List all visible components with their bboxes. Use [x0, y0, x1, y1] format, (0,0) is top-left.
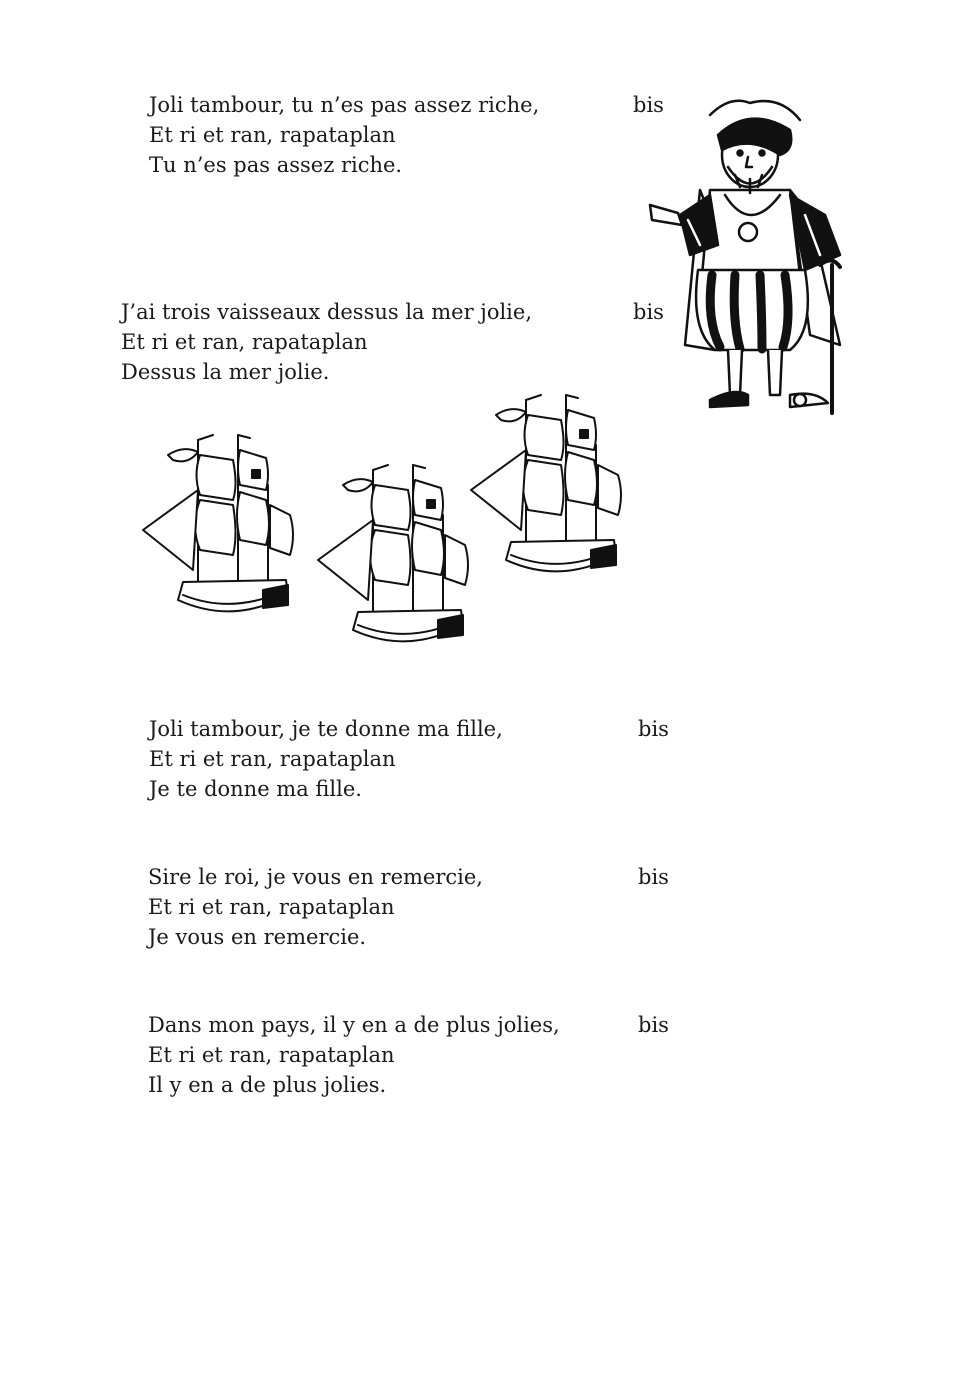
stanza-line: Dans mon pays, il y en a de plus jolies, [148, 1013, 560, 1037]
repeat-mark: bis [638, 717, 669, 741]
stanza-line: Dessus la mer jolie. [121, 360, 330, 384]
stanza-line: Et ri et ran, rapataplan [149, 123, 396, 147]
sailing-ship-illustration [138, 430, 298, 630]
stanza-line: Joli tambour, tu n’es pas assez riche, [149, 93, 540, 117]
stanza-5 [148, 1010, 560, 1100]
stanza-line: Je vous en remercie. [148, 925, 367, 949]
stanza-line: J’ai trois vaisseaux dessus la mer jolie, [121, 300, 532, 324]
repeat-mark: bis [638, 865, 669, 889]
stanza-line: Et ri et ran, rapataplan [149, 747, 396, 771]
stanza-3 [149, 714, 503, 804]
stanza-line: Je te donne ma fille. [149, 777, 362, 801]
stanza-line: Sire le roi, je vous en remercie, [148, 865, 483, 889]
stanza-2 [121, 297, 532, 387]
repeat-mark: bis [638, 1013, 669, 1037]
repeat-mark: bis [633, 93, 664, 117]
stanza-line: Et ri et ran, rapataplan [148, 1043, 395, 1067]
sailing-ship-illustration [466, 390, 626, 590]
stanza-line: Et ri et ran, rapataplan [148, 895, 395, 919]
stanza-line: Joli tambour, je te donne ma fille, [149, 717, 503, 741]
stanza-line: Tu n’es pas assez riche. [149, 153, 403, 177]
stanza-line: Et ri et ran, rapataplan [121, 330, 368, 354]
stanza-1 [149, 90, 539, 180]
stanza-line: Il y en a de plus jolies. [148, 1073, 387, 1097]
repeat-mark: bis [633, 300, 664, 324]
sailing-ship-illustration [313, 460, 473, 660]
king-illustration [640, 95, 865, 435]
stanza-4 [148, 862, 483, 952]
